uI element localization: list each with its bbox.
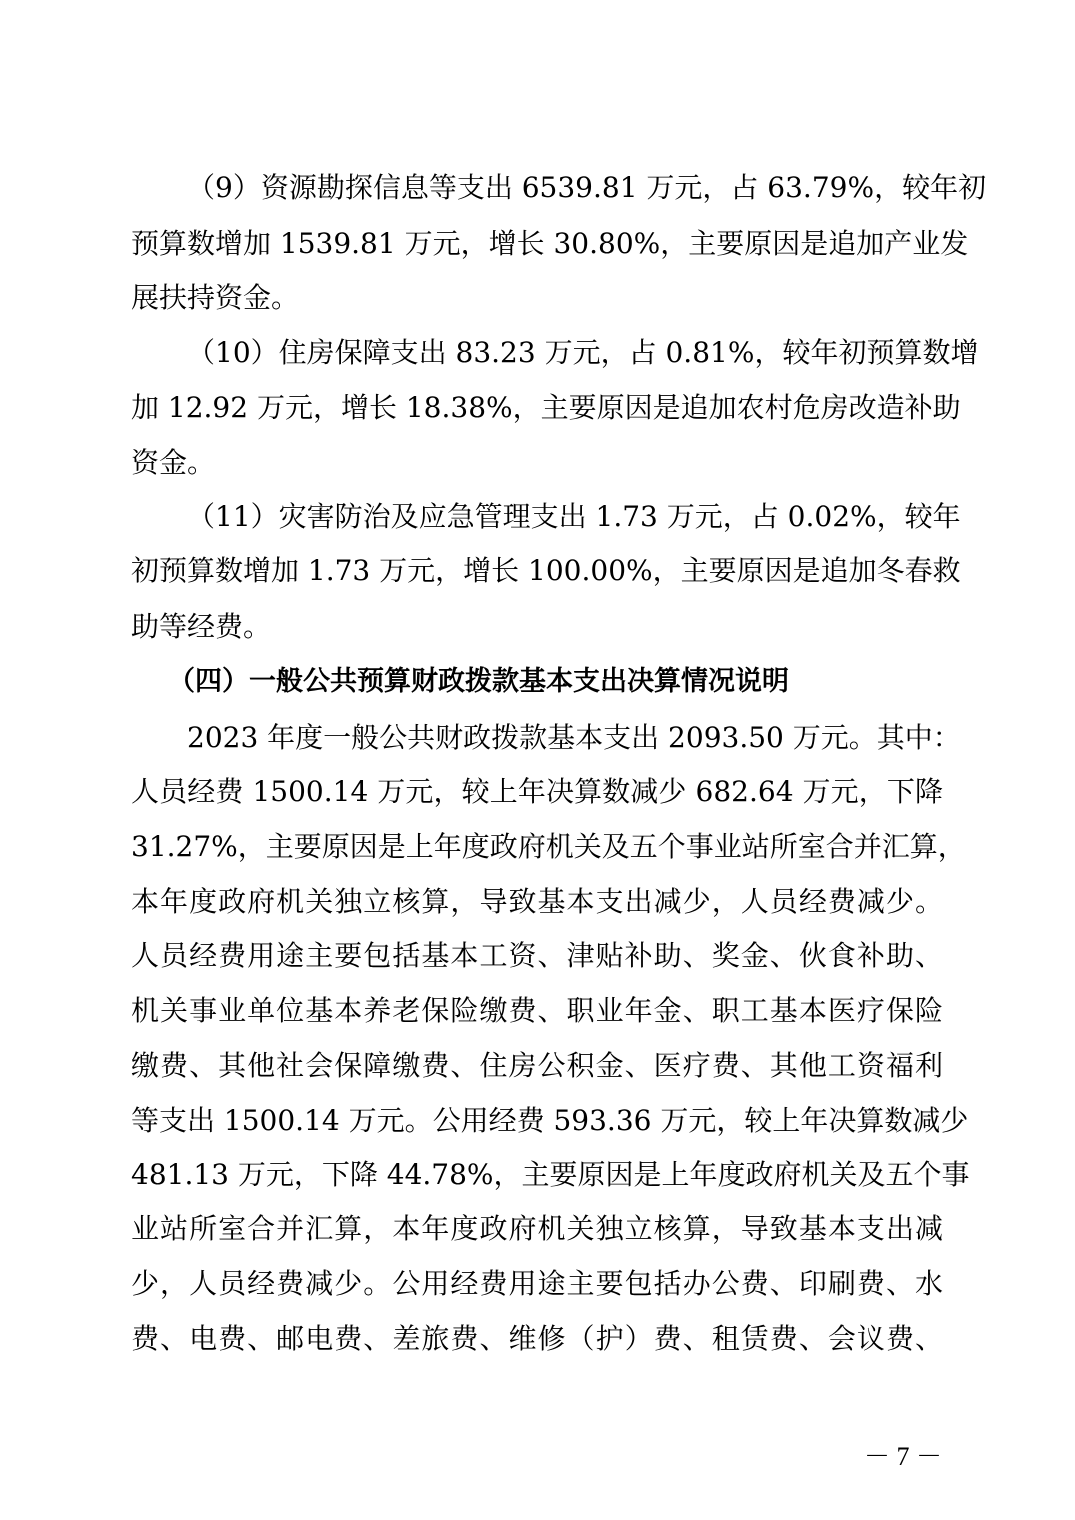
text-line (0, 986, 1075, 1036)
text-line (0, 438, 1075, 488)
text-line (0, 1150, 1075, 1200)
text-line (0, 492, 1075, 542)
line-text: 助等经费。 (131, 610, 272, 643)
text-line (0, 1204, 1075, 1254)
text-line (0, 713, 1075, 763)
text-line (0, 383, 1075, 433)
text-line (0, 546, 1075, 596)
line-text: 初预算数增加 1.73 万元，增长 100.00%，主要原因是追加冬春救 (131, 554, 961, 587)
line-text: 人员经费 1500.14 万元，较上年决算数减少 682.64 万元，下降 (131, 775, 943, 808)
line-text: 机关事业单位基本养老保险缴费、职业年金、职工基本医疗保险 (131, 994, 943, 1027)
text-line (0, 1041, 1075, 1091)
line-text: 等支出 1500.14 万元。公用经费 593.36 万元，较上年决算数减少 (131, 1104, 969, 1137)
text-line (0, 1096, 1075, 1146)
line-text: 缴费、其他社会保障缴费、住房公积金、医疗费、其他工资福利 (131, 1049, 943, 1082)
line-text: 481.13 万元，下降 44.78%，主要原因是上年度政府机关及五个事 (131, 1158, 970, 1191)
text-line (0, 163, 1075, 213)
text-line (0, 931, 1075, 981)
text-line (0, 1314, 1075, 1364)
line-text: 本年度政府机关独立核算，导致基本支出减少，人员经费减少。 (131, 885, 943, 918)
line-text: 少，人员经费减少。公用经费用途主要包括办公费、印刷费、水 (131, 1267, 943, 1300)
heading-text: （四）一般公共预算财政拨款基本支出决算情况说明 (168, 666, 789, 697)
line-text: 人员经费用途主要包括基本工资、津贴补助、奖金、伙食补助、 (131, 939, 943, 972)
text-line (0, 822, 1075, 872)
text-line (0, 328, 1075, 378)
line-text: 业站所室合并汇算，本年度政府机关独立核算，导致基本支出减 (131, 1212, 943, 1245)
text-line (0, 877, 1075, 927)
line-text: 预算数增加 1539.81 万元，增长 30.80%，主要原因是追加产业发 (131, 227, 969, 260)
text-line (0, 602, 1075, 652)
line-text: 费、电费、邮电费、差旅费、维修（护）费、租赁费、会议费、 (131, 1322, 943, 1355)
line-text: 加 12.92 万元，增长 18.38%，主要原因是追加农村危房改造补助 (131, 391, 961, 424)
line-text: （9）资源勘探信息等支出 6539.81 万元，占 63.79%，较年初 (187, 171, 987, 204)
line-text: （10）住房保障支出 83.23 万元，占 0.81%，较年初预算数增 (187, 336, 979, 369)
line-text: （11）灾害防治及应急管理支出 1.73 万元，占 0.02%，较年 (187, 500, 961, 533)
line-text: 展扶持资金。 (131, 281, 300, 314)
text-line (0, 767, 1075, 817)
text-line (0, 1259, 1075, 1309)
text-line (0, 219, 1075, 269)
line-text: 资金。 (131, 446, 216, 479)
section-heading (0, 657, 1075, 707)
line-text: 31.27%，主要原因是上年度政府机关及五个事业站所室合并汇算， (131, 830, 966, 863)
line-text: 2023 年度一般公共财政拨款基本支出 2093.50 万元。其中： (187, 721, 961, 754)
page-number: － 7 － (863, 1442, 942, 1471)
text-line (0, 273, 1075, 323)
